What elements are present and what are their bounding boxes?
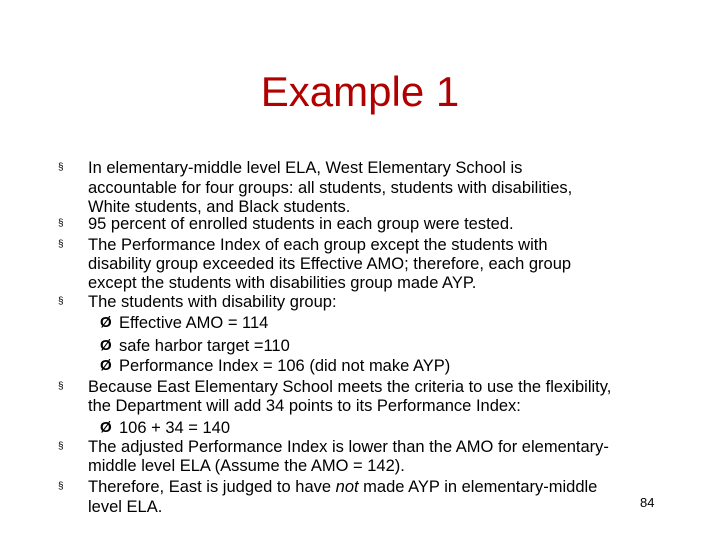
text-segment: Therefore, East is judged to have [88, 478, 336, 496]
arrow-bullet-icon: Ø [100, 419, 112, 436]
bullet-icon: § [58, 296, 64, 307]
text-line-with-emphasis [88, 477, 597, 497]
text-line: The Performance Index of each group except the students with [88, 236, 548, 254]
text-segment: made AYP in elementary-middle [358, 478, 598, 496]
slide-title: Example 1 [260, 68, 460, 115]
page-number: 84 [640, 495, 655, 510]
arrow-bullet-icon: Ø [100, 357, 112, 374]
text-line: safe harbor target =110 [119, 337, 290, 355]
text-line: accountable for four groups: all students, students with disabilities, [88, 179, 573, 197]
bullet-icon: § [58, 218, 64, 229]
text-line: except the students with disabilities group made AYP. [88, 274, 477, 292]
text-line: disability group exceeded its Effective AMO; therefore, each group [88, 255, 572, 273]
bullet-icon: § [58, 239, 64, 250]
bullet-icon: § [58, 162, 64, 173]
text-line: Performance Index = 106 (did not make AYP) [119, 357, 451, 375]
arrow-bullet-icon: Ø [100, 314, 112, 331]
text-line: level ELA. [88, 498, 163, 516]
emphasis-text: not [335, 478, 359, 496]
text-line: Effective AMO = 114 [119, 314, 269, 332]
text-line: 95 percent of enrolled students in each group were tested. [88, 215, 514, 233]
text-line: the Department will add 34 points to its Performance Index: [88, 397, 521, 415]
bullet-icon: § [58, 381, 64, 392]
text-line: The students with disability group: [88, 293, 337, 311]
text-line: 106 + 34 = 140 [119, 419, 231, 437]
text-line: The adjusted Performance Index is lower than the AMO for elementary- [88, 438, 609, 456]
bullet-icon: § [58, 481, 64, 492]
arrow-bullet-icon: Ø [100, 337, 112, 354]
text-line: White students, and Black students. [88, 198, 351, 216]
text-line: In elementary-middle level ELA, West Elementary School is [88, 159, 523, 177]
text-line: Because East Elementary School meets the criteria to use the flexibility, [88, 378, 612, 396]
bullet-icon: § [58, 441, 64, 452]
text-line: middle level ELA (Assume the AMO = 142). [88, 457, 405, 475]
